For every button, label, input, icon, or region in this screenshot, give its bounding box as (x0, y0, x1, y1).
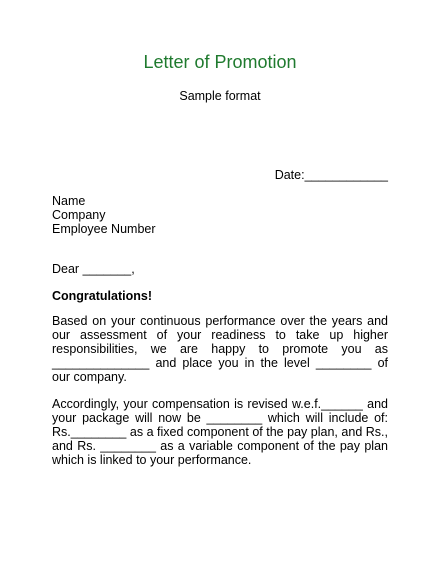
greeting: Congratulations! (52, 289, 152, 303)
recipient-name: Name (52, 194, 86, 208)
paragraph-promotion: Based on your continuous performance over the years and our assessment of your readiness to take up higher responsibilities, we are happy to promote you as ______________ and place you in the level ________ of our company. (52, 314, 388, 384)
letter-subtitle: Sample format (179, 89, 261, 103)
date-field: Date:____________ (274, 168, 388, 182)
recipient-employee-number: Employee Number (52, 222, 156, 236)
paragraph-compensation: Accordingly, your compensation is revised w.e.f.______ and your package will now be ________ which will include of: Rs.________ as a fixed component of the pay plan, and Rs., and Rs. ________ as a variable component of the pay plan which is linked to your performance. (52, 397, 388, 467)
salutation: Dear _______, (52, 262, 135, 276)
letter-title: Letter of Promotion (143, 52, 297, 72)
recipient-company: Company (52, 208, 106, 222)
recipient-block (52, 194, 388, 236)
